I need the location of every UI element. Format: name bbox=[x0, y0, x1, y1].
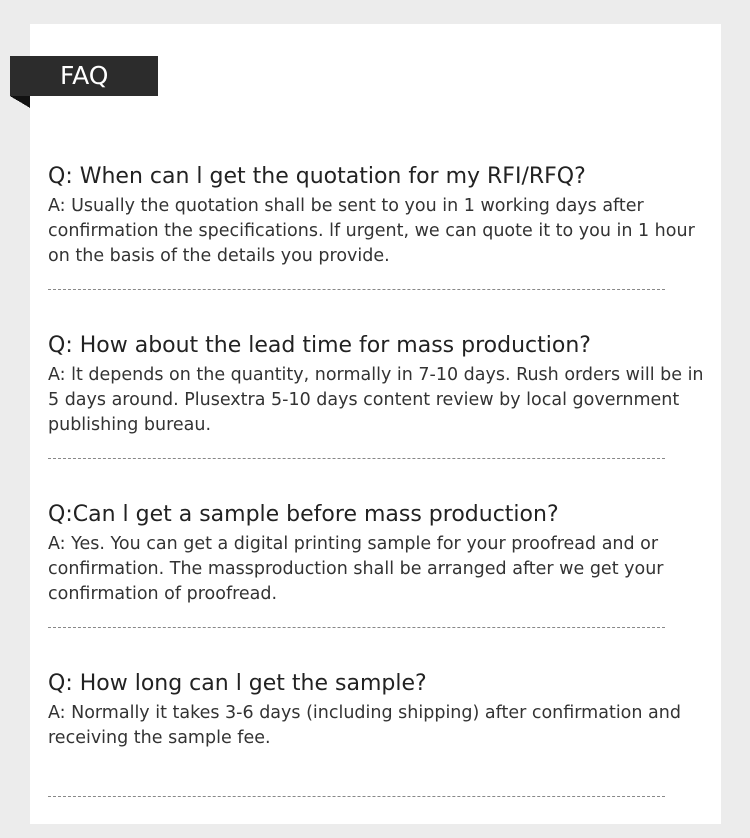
faq-question: Q: When can l get the quotation for my RFI/RFQ? bbox=[48, 164, 586, 189]
faq-question: Q:Can l get a sample before mass production? bbox=[48, 502, 559, 527]
faq-item bbox=[48, 162, 720, 331]
faq-divider bbox=[48, 458, 665, 459]
faq-divider bbox=[48, 627, 665, 628]
faq-divider bbox=[48, 289, 665, 290]
faq-question: Q: How about the lead time for mass production? bbox=[48, 333, 591, 358]
tab-fold-shadow bbox=[10, 96, 30, 108]
faq-item bbox=[48, 331, 720, 500]
faq-question: Q: How long can l get the sample? bbox=[48, 671, 427, 696]
faq-list bbox=[48, 162, 720, 838]
faq-section-tab bbox=[10, 56, 158, 96]
faq-answer: A: Usually the quotation shall be sent to you in 1 working days after confirmation the specifications. lf urgent, we can quote it to you in 1 hour on the basis of the details you provide. bbox=[48, 196, 695, 266]
faq-divider bbox=[48, 796, 665, 797]
faq-item bbox=[48, 669, 720, 838]
faq-item bbox=[48, 500, 720, 669]
faq-answer: A: Normally it takes 3-6 days (including shipping) after confirmation and receiving the sample fee. bbox=[48, 703, 681, 748]
faq-tab-label: FAQ bbox=[60, 61, 109, 90]
faq-answer: A: Yes. You can get a digital printing sample for your proofread and or confirmation. The massproduction shall be arranged after we get your confirmation of proofread. bbox=[48, 534, 664, 604]
faq-answer: A: lt depends on the quantity, normally in 7-10 days. Rush orders will be in 5 days around. Plusextra 5-10 days content review by local government publishing bureau. bbox=[48, 365, 704, 435]
